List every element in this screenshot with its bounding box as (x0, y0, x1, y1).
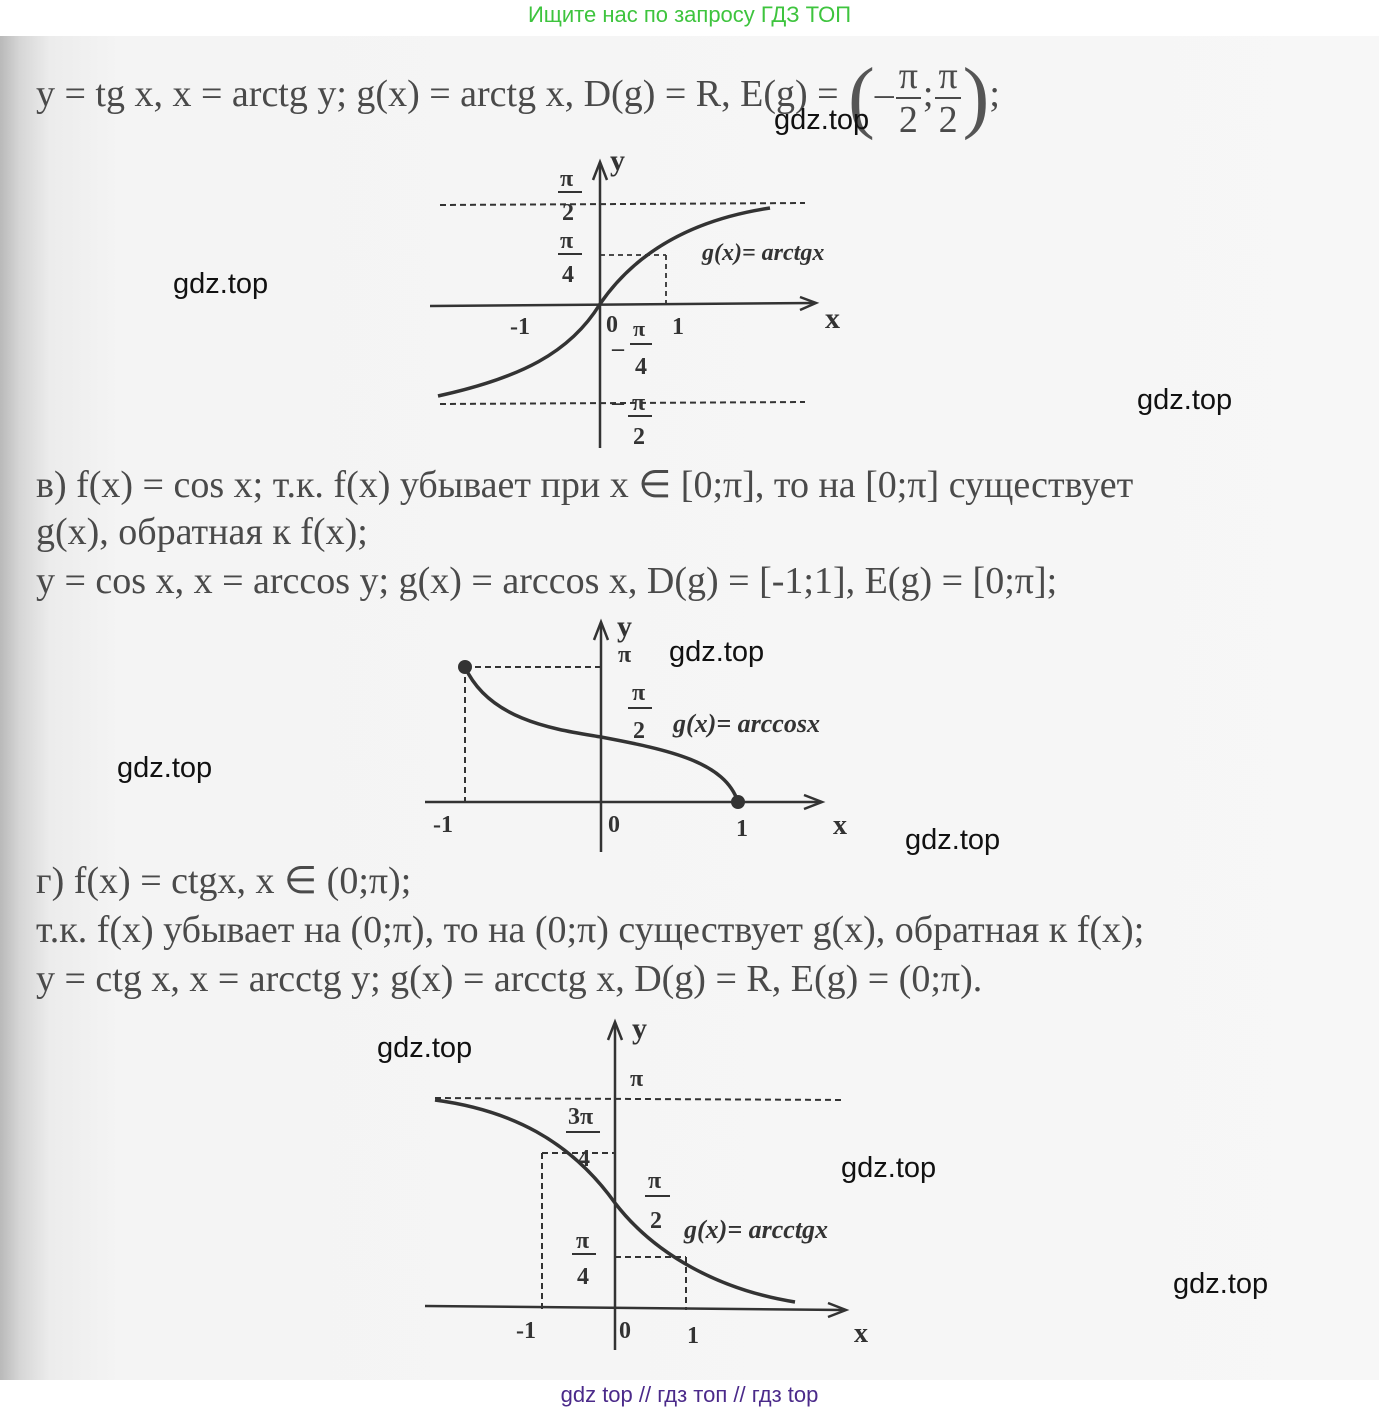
tick-label-1: 1 (687, 1323, 699, 1349)
arctg-curve (438, 208, 770, 396)
tick-label-pi: π (618, 642, 632, 668)
tick-label-minus-1: -1 (433, 812, 453, 838)
x-axis-label: x (833, 810, 847, 841)
watermark: gdz.top (377, 1032, 473, 1064)
endpoint-one (731, 795, 745, 809)
tick-label-4: 4 (562, 262, 574, 288)
tick-label-2: 2 (633, 424, 645, 450)
arccos-graph (420, 612, 870, 857)
watermark: gdz.top (1137, 384, 1233, 416)
line-end-semicolon: ; (989, 73, 1000, 116)
watermark: gdz.top (841, 1152, 937, 1184)
section-g-line-1: г) f(x) = ctgx, x ∈ (0;π); (36, 860, 412, 902)
upper-asymptote (440, 203, 805, 205)
arctg-curve-label: g(x)= arctgx (702, 240, 825, 266)
watermark: gdz.top (1173, 1268, 1269, 1300)
origin-label: 0 (606, 312, 618, 338)
right-paren: ) (962, 53, 990, 141)
y-axis-label: y (632, 1012, 647, 1045)
watermark: gdz.top (173, 268, 269, 300)
arcctg-graph (420, 1010, 890, 1355)
arctg-definition-text: y = tg x, x = arctg y; g(x) = arctg x, D(g) = R, E(g) = (36, 73, 839, 116)
top-banner[interactable]: Ищите нас по запросу ГДЗ ТОП (527, 2, 852, 27)
tick-label-pi: π (576, 1228, 590, 1254)
origin-label: 0 (608, 812, 620, 838)
minus-sign: – (612, 390, 624, 416)
tick-label-pi: π (632, 390, 646, 416)
arccos-curve-label: g(x)= arccosx (673, 709, 820, 738)
left-paren: ( (848, 53, 875, 141)
tick-label-4: 4 (578, 1146, 590, 1172)
bottom-banner[interactable]: gdz top // гдз топ // гдз top (560, 1382, 819, 1407)
tick-label-pi: π (560, 166, 574, 192)
watermark: gdz.top (117, 752, 213, 784)
tick-label-pi: π (633, 316, 646, 341)
origin-label: 0 (619, 1318, 631, 1344)
tick-label-pi: π (630, 1066, 644, 1092)
pi-asymptote (435, 1098, 845, 1100)
minus-sign: – (874, 73, 894, 116)
x-axis-label: x (854, 1318, 868, 1349)
tick-label-1: 1 (672, 314, 684, 340)
section-v-line-1: в) f(x) = cos x; т.к. f(x) убывает при x ∈ [0;π], то на [0;π] существует (36, 464, 1134, 506)
watermark: gdz.top (774, 104, 870, 136)
tick-label-pi: π (648, 1168, 662, 1194)
section-v-line-2: g(x), обратная к f(x); (36, 511, 368, 553)
x-axis (425, 1306, 845, 1310)
y-axis-label: y (610, 148, 625, 177)
neg-pi-over-2: $\frac{\pi}{2}$ (896, 57, 921, 139)
minus-sign: – (612, 336, 624, 362)
y-axis-label: y (617, 612, 632, 643)
section-g-line-2: т.к. f(x) убывает на (0;π), то на (0;π) существует g(x), обратная к f(x); (36, 909, 1145, 951)
tick-label-4: 4 (635, 354, 647, 380)
endpoint-minus-one (458, 660, 472, 674)
section-g-line-3: y = ctg x, x = arcctg y; g(x) = arcctg x, D(g) = R, E(g) = (0;π). (36, 958, 983, 1000)
tick-label-pi: π (632, 680, 646, 706)
watermark: gdz.top (905, 824, 1001, 856)
tick-label-3pi: 3π (568, 1104, 594, 1130)
tick-label-4: 4 (577, 1264, 589, 1290)
tick-label-2: 2 (633, 718, 645, 744)
tick-label-minus-1: -1 (516, 1318, 536, 1344)
x-axis (430, 303, 815, 306)
semicolon: ; (922, 73, 934, 116)
tick-label-1: 1 (736, 816, 748, 842)
tick-label-2: 2 (650, 1208, 662, 1234)
watermark: gdz.top (669, 636, 765, 668)
tick-label-2: 2 (562, 200, 574, 226)
arcctg-curve-label: g(x)= arcctgx (684, 1215, 829, 1244)
section-v-line-3: y = cos x, x = arccos y; g(x) = arccos x, D(g) = [-1;1], E(g) = [0;π]; (36, 560, 1058, 602)
pi-over-2: $\frac{\pi}{2}$ (935, 57, 960, 139)
tick-label-pi: π (560, 228, 574, 254)
arctg-graph (420, 148, 870, 458)
x-axis-label: x (825, 302, 840, 335)
tick-label-minus-1: -1 (510, 314, 530, 340)
